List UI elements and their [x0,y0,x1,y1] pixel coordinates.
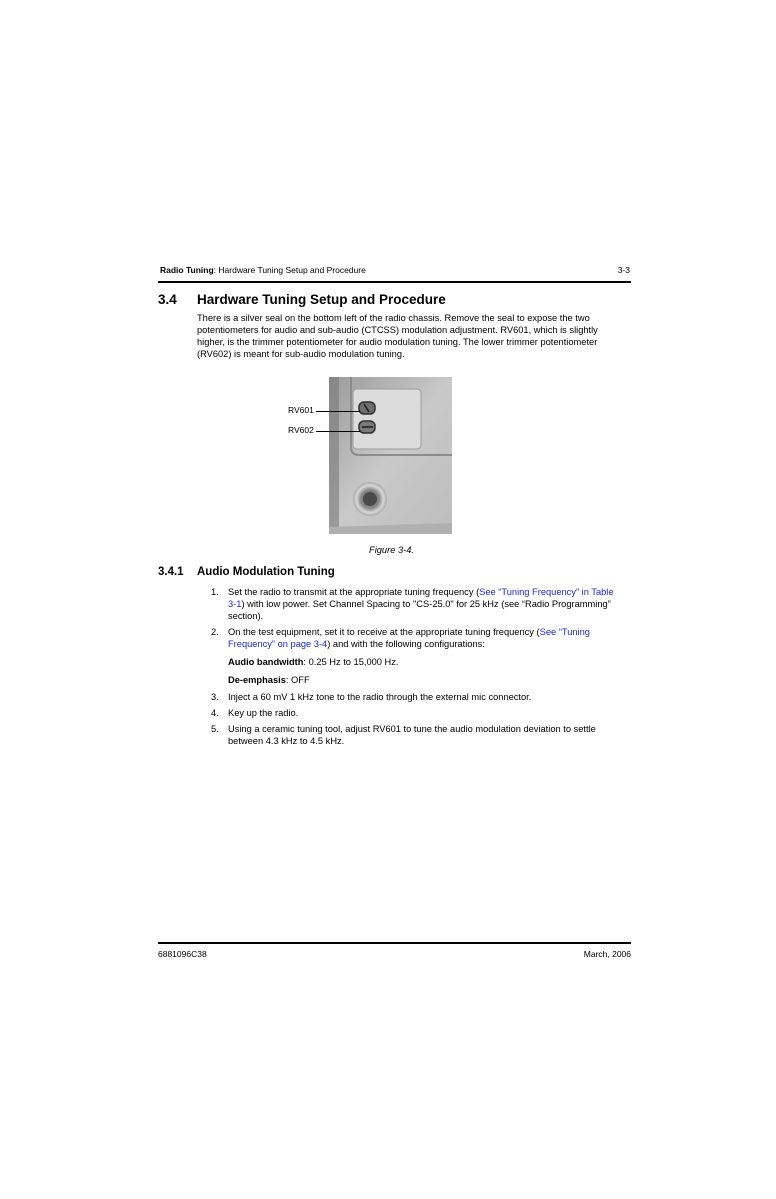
callout-leader-rv602 [316,431,360,432]
header-rule [158,281,631,283]
section-intro: There is a silver seal on the bottom left of the radio chassis. Remove the seal to expose the two potentiometers for audio and sub-audio (CTCSS) modulation adjustment. RV601, which is slightly higher, is the trimmer potentiometer for audio modulation tuning. The lower trimmer potentiometer (RV602) is meant for sub-audio modulation tuning. [197,313,598,359]
config-de-emphasis [228,674,621,686]
publication-date: March, 2006 [583,949,631,959]
subsection-title: Audio Modulation Tuning [197,566,335,578]
callout-rv601 [288,405,314,415]
list-item [206,626,621,686]
doc-number: 6881096C38 [158,949,207,959]
callout-leader-rv601 [316,411,360,412]
section-title: Hardware Tuning Setup and Procedure [197,292,446,307]
running-header [160,265,630,275]
step-number: 2. [211,627,219,637]
tuning-frequency-page-link[interactable]: See “Tuning Frequency” on page 3-4 [228,627,590,649]
step-text: ) and with the following configurations: [327,639,485,649]
figure-caption: Figure 3-4. [369,545,414,555]
header-chapter: Radio Tuning [160,265,214,275]
list-item [206,723,621,747]
footer-rule [158,942,631,944]
callout-rv602 [288,425,314,435]
config-label: Audio bandwidth [228,657,304,667]
callout-label-rv602: RV602 [288,425,314,435]
page-number: 3-3 [617,265,630,275]
list-item [206,707,621,719]
step-text: On the test equipment, set it to receive at the appropriate tuning frequency ( [228,627,540,637]
step-number: 1. [211,587,219,597]
step-text: Key up the radio. [228,708,299,718]
tuning-steps [206,586,621,751]
callout-label-rv601: RV601 [288,405,314,415]
step-number: 3. [211,692,219,702]
step-text: Using a ceramic tuning tool, adjust RV601 to tune the audio modulation deviation to settle between 4.3 kHz to 4.5 kHz. [228,724,596,746]
list-item [206,586,621,622]
section-heading [158,292,446,307]
step-text: Set the radio to transmit at the appropriate tuning frequency ( [228,587,480,597]
section-number: 3.4 [158,292,177,307]
list-item [206,691,621,703]
radio-chassis-photo [329,377,452,534]
config-label: De-emphasis [228,675,286,685]
subsection-number: 3.4.1 [158,566,184,578]
step-number: 5. [211,724,219,734]
header-section: : Hardware Tuning Setup and Procedure [213,265,366,275]
step-text: ) with low power. Set Channel Spacing to "CS-25.0" for 25 kHz (see “Radio Programming” section). [228,599,611,621]
config-value: : OFF [285,675,310,685]
step-text: Inject a 60 mV 1 kHz tone to the radio through the external mic connector. [228,692,532,702]
step-number: 4. [211,708,219,718]
subsection-heading [158,566,335,578]
running-footer [158,949,631,959]
tuning-frequency-table-link[interactable]: See “Tuning Frequency” in Table 3-1 [228,587,614,609]
config-audio-bandwidth [228,656,621,668]
config-value: : 0.25 Hz to 15,000 Hz. [303,657,399,667]
